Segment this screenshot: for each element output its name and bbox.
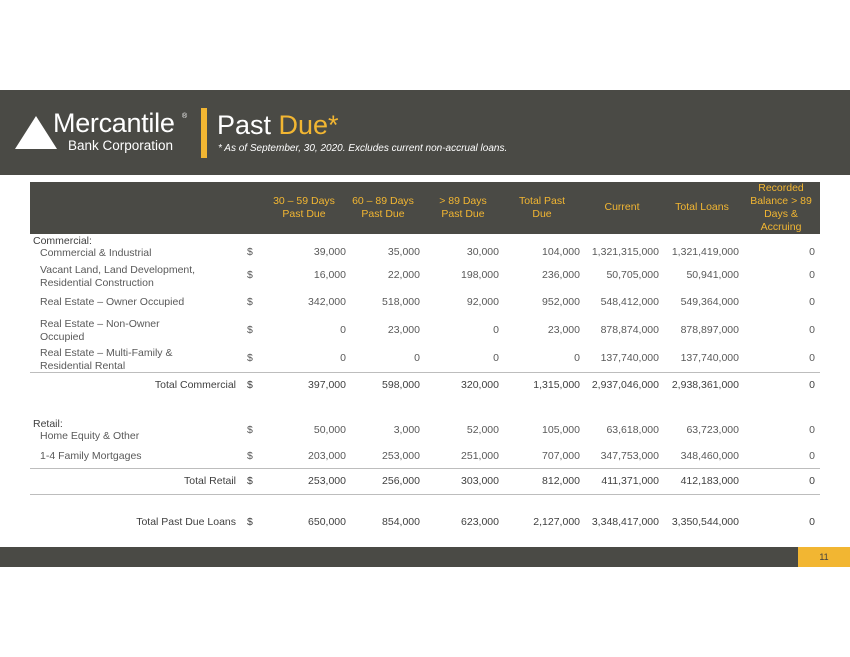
retail-row-value: 0 <box>809 424 815 436</box>
footer-bar <box>0 547 798 567</box>
subtotal-rule <box>30 468 820 469</box>
logo-subtitle: Bank Corporation <box>68 138 174 153</box>
total-commercial-value: 397,000 <box>308 379 346 391</box>
table-row-label: Commercial & Industrial <box>40 247 152 259</box>
total-commercial-value: 2,938,361,000 <box>671 379 739 391</box>
table-row-label: 1-4 Family Mortgages <box>40 450 142 462</box>
page-subtitle: * As of September, 30, 2020. Excludes current non-accrual loans. <box>218 143 508 154</box>
total-commercial-value: 2,937,046,000 <box>591 379 659 391</box>
commercial-row-value: 1,321,315,000 <box>591 246 659 258</box>
commercial-row-value: 518,000 <box>382 296 420 308</box>
total-commercial-dollar-sign: $ <box>247 379 253 391</box>
total-retail-value: 812,000 <box>542 475 580 487</box>
retail-row-value: 105,000 <box>542 424 580 436</box>
commercial-row-value: 198,000 <box>461 269 499 281</box>
col-header-recorded-balance: Recorded Balance > 89 Days & Accruing <box>750 182 812 233</box>
retail-row-value: 63,618,000 <box>606 424 659 436</box>
total-retail-value: 412,183,000 <box>680 475 739 487</box>
table-row-label: Vacant Land, Land Development, Residential Construction <box>40 264 196 289</box>
commercial-row-value: 16,000 <box>313 269 346 281</box>
total-commercial-value: 1,315,000 <box>533 379 580 391</box>
grand-total-value: 623,000 <box>461 516 499 528</box>
grand-total-value: 2,127,000 <box>533 516 580 528</box>
total-retail-label: Total Retail <box>184 475 236 487</box>
page-title <box>217 110 339 141</box>
grand-total-value: 854,000 <box>382 516 420 528</box>
commercial-row-value: 0 <box>809 296 815 308</box>
mercantile-logo-icon <box>15 116 57 149</box>
retail-row-value: 253,000 <box>382 450 420 462</box>
commercial-row-value: 50,705,000 <box>606 269 659 281</box>
table-row-label: Real Estate – Owner Occupied <box>40 296 185 308</box>
commercial-row-value: 952,000 <box>542 296 580 308</box>
subtotal-rule <box>30 494 820 495</box>
col-header-total-loans: Total Loans <box>675 201 729 213</box>
retail-row-value: 348,460,000 <box>680 450 739 462</box>
commercial-row-value: 878,897,000 <box>680 324 739 336</box>
retail-row-value: 0 <box>809 450 815 462</box>
retail-row-dollar-sign: $ <box>247 450 253 462</box>
total-retail-value: 411,371,000 <box>601 475 659 487</box>
accent-divider <box>201 108 207 158</box>
table-row-label: Real Estate – Multi-Family & Residential Rental <box>40 347 173 372</box>
table-row-label: Home Equity & Other <box>40 430 140 442</box>
commercial-row-value: 23,000 <box>547 324 580 336</box>
commercial-row-value: 104,000 <box>542 246 580 258</box>
grand-total-value: 3,348,417,000 <box>591 516 659 528</box>
total-retail-value: 256,000 <box>382 475 420 487</box>
commercial-row-value: 1,321,419,000 <box>671 246 739 258</box>
total-commercial-value: 320,000 <box>461 379 499 391</box>
commercial-row-value: 548,412,000 <box>600 296 659 308</box>
commercial-row-value: 0 <box>340 324 346 336</box>
commercial-row-dollar-sign: $ <box>247 352 253 364</box>
commercial-row-value: 342,000 <box>308 296 346 308</box>
retail-row-value: 707,000 <box>542 450 580 462</box>
retail-row-value: 347,753,000 <box>600 450 659 462</box>
col-header-current: Current <box>604 201 640 213</box>
total-past-due-label: Total Past Due Loans <box>136 516 236 528</box>
grand-total-dollar-sign: $ <box>247 516 253 528</box>
commercial-row-value: 0 <box>493 352 499 364</box>
total-commercial-label: Total Commercial <box>154 379 236 391</box>
section-label-commercial: Commercial: <box>33 235 92 247</box>
commercial-row-value: 0 <box>809 324 815 336</box>
grand-total-value: 0 <box>809 516 815 528</box>
retail-row-value: 3,000 <box>393 424 420 436</box>
logo-name: Mercantile <box>53 108 175 138</box>
commercial-row-value: 0 <box>574 352 580 364</box>
commercial-row-dollar-sign: $ <box>247 324 253 336</box>
commercial-row-value: 22,000 <box>387 269 420 281</box>
commercial-row-value: 137,740,000 <box>680 352 739 364</box>
table-row-label: Real Estate – Non-Owner Occupied <box>40 318 160 343</box>
commercial-row-value: 549,364,000 <box>680 296 739 308</box>
commercial-row-value: 23,000 <box>387 324 420 336</box>
commercial-row-value: 50,941,000 <box>686 269 739 281</box>
commercial-row-value: 878,874,000 <box>600 324 659 336</box>
commercial-row-value: 236,000 <box>542 269 580 281</box>
retail-row-value: 63,723,000 <box>686 424 739 436</box>
col-header-60-89: 60 – 89 Days Past Due <box>352 195 414 220</box>
commercial-row-value: 0 <box>809 352 815 364</box>
retail-row-value: 50,000 <box>313 424 346 436</box>
page-number: 11 <box>798 547 850 567</box>
retail-row-dollar-sign: $ <box>247 424 253 436</box>
subtotal-rule <box>30 372 820 373</box>
commercial-row-value: 35,000 <box>387 246 420 258</box>
commercial-row-dollar-sign: $ <box>247 269 253 281</box>
grand-total-value: 650,000 <box>308 516 346 528</box>
commercial-row-value: 0 <box>809 269 815 281</box>
col-header-total-past-due: Total Past Due <box>518 195 566 220</box>
commercial-row-value: 0 <box>414 352 420 364</box>
commercial-row-dollar-sign: $ <box>247 296 253 308</box>
grand-total-value: 3,350,544,000 <box>671 516 739 528</box>
commercial-row-dollar-sign: $ <box>247 246 253 258</box>
retail-row-value: 203,000 <box>308 450 346 462</box>
commercial-row-value: 39,000 <box>313 246 346 258</box>
commercial-row-value: 92,000 <box>466 296 499 308</box>
retail-row-value: 52,000 <box>466 424 499 436</box>
commercial-row-value: 0 <box>493 324 499 336</box>
logo-registered-mark: ® <box>182 113 188 120</box>
total-retail-value: 303,000 <box>461 475 499 487</box>
total-retail-dollar-sign: $ <box>247 475 253 487</box>
commercial-row-value: 0 <box>340 352 346 364</box>
col-header-30-59: 30 – 59 Days Past Due <box>273 195 335 220</box>
total-commercial-value: 598,000 <box>382 379 420 391</box>
title-part-1: Past <box>217 110 279 140</box>
col-header-over-89: > 89 Days Past Due <box>439 195 487 220</box>
total-retail-value: 0 <box>809 475 815 487</box>
commercial-row-value: 0 <box>809 246 815 258</box>
commercial-row-value: 137,740,000 <box>600 352 659 364</box>
commercial-row-value: 30,000 <box>466 246 499 258</box>
total-commercial-value: 0 <box>809 379 815 391</box>
total-retail-value: 253,000 <box>308 475 346 487</box>
retail-row-value: 251,000 <box>461 450 499 462</box>
section-label-retail: Retail: <box>33 418 63 430</box>
title-part-2: Due* <box>278 110 339 140</box>
